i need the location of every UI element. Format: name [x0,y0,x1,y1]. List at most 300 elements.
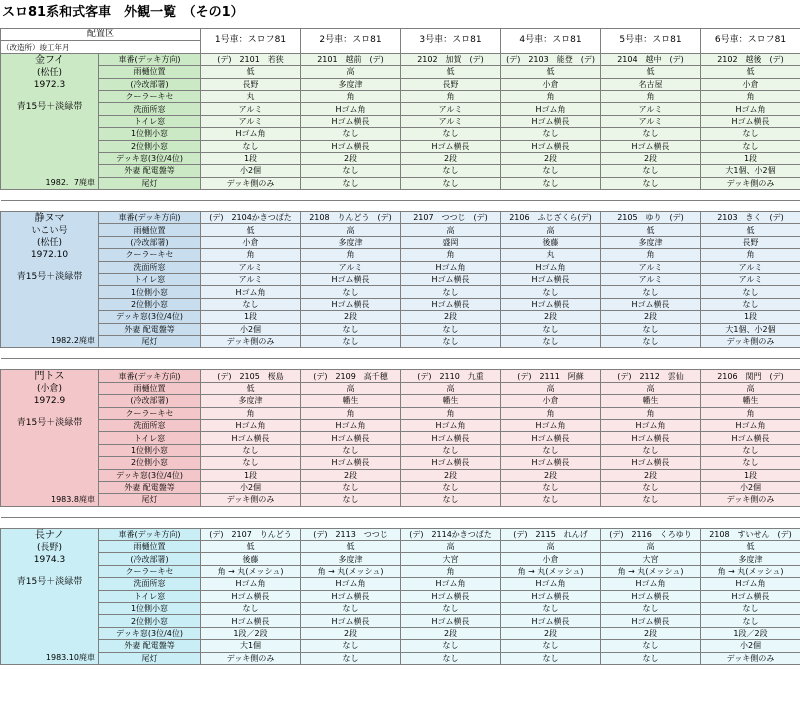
cell-value: 低 [601,66,701,78]
depot-line: 1972.10 [30,250,69,261]
cell-value: 2段 [601,311,701,323]
depot-info-2 [1,212,99,348]
cell-value: なし [401,165,501,177]
cell-value: Hゴム横長 [301,298,401,310]
cell-value: Hゴム横長 [401,274,501,286]
cell-value: 角 [201,407,301,419]
group-spacer [1,348,800,359]
cell-value: 低 [201,541,301,553]
row-label: 1位側小窓 [99,286,201,298]
depot-line: 1972.9 [33,396,66,407]
cell-value: なし [401,444,501,456]
cell-value: 低 [201,382,301,394]
depot-name: 門トス [34,371,65,383]
cell-value: 高 [701,382,800,394]
cell-value: 角 [301,249,401,261]
cell-value: (デ) 2114かきつばた [401,528,501,540]
cell-value: なし [701,128,800,140]
row-label: 尾灯 [99,177,201,189]
cell-value: 角 [201,249,301,261]
cell-value: 2108 りんどう (デ) [301,212,401,224]
row-label: 2位側小窓 [99,140,201,152]
table-row [1,212,800,224]
cell-value: 盛岡 [401,236,501,248]
cell-value: 長野 [701,236,800,248]
cell-value: 角 [701,407,800,419]
group-spacer [1,201,800,212]
row-label: 雨樋位置 [99,66,201,78]
row-label: 2位側小窓 [99,298,201,310]
car-header-1: 1号車：スロフ81 [201,29,301,54]
depot-name: 静ヌマ [34,213,65,225]
cell-value: 1段 [201,311,301,323]
cell-value: なし [201,140,301,152]
cell-value: 2108 すいせん (デ) [701,528,800,540]
cell-value: 大宮 [601,553,701,565]
cell-value: Hゴム横長 [301,590,401,602]
cell-value: Hゴム横長 [501,615,601,627]
cell-value: 1段 [201,152,301,164]
cell-value: なし [701,615,800,627]
cell-value: なし [401,652,501,664]
table-row [1,395,800,407]
row-label: 雨樋位置 [99,224,201,236]
row-label: クーラーキセ [99,565,201,577]
cell-value: Hゴム横長 [501,115,601,127]
cell-value: Hゴム横長 [601,457,701,469]
table-row [1,140,800,152]
cell-value: なし [601,652,701,664]
row-label: 洗面所窓 [99,419,201,431]
cell-value: 大1個 [201,640,301,652]
cell-value: アルミ [201,261,301,273]
retired-date: 1983.8廃車 [51,494,95,504]
cell-value: 角 [601,90,701,102]
cell-value: アルミ [601,115,701,127]
row-label: 車番(デッキ方向) [99,53,201,65]
cell-value: 2段 [401,152,501,164]
cell-value: Hゴム横長 [201,590,301,602]
row-label: (冷改部署) [99,553,201,565]
cell-value: Hゴム角 [201,578,301,590]
cell-value: なし [401,286,501,298]
cell-value: 低 [201,66,301,78]
depot-info-4 [1,528,99,664]
spacer-cell [1,506,800,517]
cell-value: デッキ側のみ [701,652,800,664]
cell-value: デッキ側のみ [701,335,800,347]
cell-value: 高 [601,382,701,394]
cell-value: アルミ [601,261,701,273]
table-row [1,115,800,127]
cell-value: Hゴム横長 [301,457,401,469]
cell-value: Hゴム角 [301,578,401,590]
table-row [1,286,800,298]
cell-value: 小2個 [201,165,301,177]
cell-value: Hゴム横長 [501,140,601,152]
cell-value: 2105 ゆり (デ) [601,212,701,224]
table-row [1,590,800,602]
cell-value: (デ) 2111 阿蘇 [501,370,601,382]
table-row [1,53,800,65]
cell-value: アルミ [601,103,701,115]
cell-value: 2101 越前 (デ) [301,53,401,65]
cell-value: Hゴム横長 [601,298,701,310]
cell-value: デッキ側のみ [701,177,800,189]
cell-value: デッキ側のみ [201,652,301,664]
cell-value: 2102 越後 (デ) [701,53,800,65]
cell-value: Hゴム横長 [301,140,401,152]
retired-date: 1983.10廃車 [45,652,95,662]
table-row [1,382,800,394]
row-label: 尾灯 [99,494,201,506]
table-row [1,236,800,248]
table-row [1,323,800,335]
cell-value: なし [501,494,601,506]
cell-value: 1段 [201,469,301,481]
cell-value: Hゴム角 [201,286,301,298]
cell-value: なし [501,286,601,298]
spacer-cell [1,201,800,212]
depot-line: (小倉) [36,384,63,395]
row-label: 外妻 配電盤等 [99,165,201,177]
row-label: 車番(デッキ方向) [99,212,201,224]
depot-line: 1974.3 [33,554,66,565]
cell-value: Hゴム角 [501,419,601,431]
cell-value: アルミ [601,274,701,286]
cell-value: (デ) 2105 桜島 [201,370,301,382]
cell-value: なし [701,603,800,615]
row-label: クーラーキセ [99,407,201,419]
cell-value: 小倉 [501,395,601,407]
cell-value: Hゴム角 [201,128,301,140]
cell-value: 2102 加賀 (デ) [401,53,501,65]
depot-line: (松任) [36,67,63,78]
cell-value: なし [401,640,501,652]
cell-value: Hゴム横長 [701,590,800,602]
gap [3,261,96,271]
cell-value: Hゴム角 [301,419,401,431]
cell-value: Hゴム横長 [401,590,501,602]
cell-value: 2段 [401,627,501,639]
cell-value: なし [301,444,401,456]
gap [3,91,96,101]
row-label: (冷改部署) [99,395,201,407]
cell-value: 角 [401,90,501,102]
cell-value: なし [301,335,401,347]
cell-value: 高 [501,382,601,394]
car-header-3: 3号車：スロ81 [401,29,501,54]
table-row [1,565,800,577]
row-label: 外妻 配電盤等 [99,323,201,335]
row-label: 雨樋位置 [99,382,201,394]
cell-value: 高 [401,224,501,236]
row-label: 1位側小窓 [99,128,201,140]
cell-value: Hゴム角 [401,261,501,273]
row-label: デッキ窓(3位/4位) [99,469,201,481]
table-row [1,66,800,78]
depot-line: (長野) [36,542,63,553]
cell-value: なし [301,481,401,493]
cell-value: 低 [701,224,800,236]
cell-value: なし [401,603,501,615]
cell-value: 大宮 [401,553,501,565]
cell-value: なし [601,323,701,335]
cell-value: 角 [301,90,401,102]
depot-line: 青15号＋淡緑帯 [16,101,83,112]
cell-value: なし [601,494,701,506]
cell-value: なし [701,298,800,310]
cell-value: 2段 [601,152,701,164]
cell-value: デッキ側のみ [701,494,800,506]
cell-value: デッキ側のみ [201,335,301,347]
cell-value: Hゴム角 [501,261,601,273]
cell-value: 高 [601,541,701,553]
cell-value: なし [601,603,701,615]
cell-value: 角 [701,249,800,261]
cell-value: 大1個、小2個 [701,165,800,177]
table-row [1,298,800,310]
group-spacer [1,190,800,201]
cell-value: 1段／2段 [701,627,800,639]
table-row [1,103,800,115]
cell-value: なし [501,177,601,189]
cell-value: 2段 [501,469,601,481]
cell-value: 角 [501,90,601,102]
row-label: 洗面所窓 [99,103,201,115]
cell-value: Hゴム横長 [301,615,401,627]
depot-header: 配置区 [1,29,201,41]
cell-value: 2104 越中 (デ) [601,53,701,65]
cell-value: アルミ [701,261,800,273]
cell-value: なし [401,177,501,189]
cell-value: 後藤 [501,236,601,248]
row-label: クーラーキセ [99,90,201,102]
car-appearance-table [0,28,800,665]
cell-value: 角 [401,249,501,261]
cell-value: Hゴム横長 [501,457,601,469]
cell-value: なし [601,335,701,347]
cell-value: (デ) 2107 りんどう [201,528,301,540]
row-label: 外妻 配電盤等 [99,481,201,493]
cell-value: 小倉 [501,553,601,565]
row-label: トイレ窓 [99,432,201,444]
cell-value: 2段 [501,311,601,323]
cell-value: なし [501,640,601,652]
cell-value: なし [701,457,800,469]
cell-value: なし [201,444,301,456]
cell-value: なし [301,177,401,189]
retired-date: 1982．7廃車 [45,178,95,188]
cell-value: なし [501,165,601,177]
cell-value: 小2個 [701,640,800,652]
cell-value: なし [301,640,401,652]
row-label: クーラーキセ [99,249,201,261]
cell-value: なし [501,128,601,140]
cell-value: 長野 [401,78,501,90]
table-row [1,640,800,652]
table-row [1,224,800,236]
table-row [1,615,800,627]
row-label: (冷改部署) [99,236,201,248]
cell-value: 角 → 丸(メッシュ) [301,565,401,577]
cell-value: 1段 [701,311,800,323]
row-label: デッキ窓(3位/4位) [99,152,201,164]
cell-value: なし [301,165,401,177]
cell-value: 高 [501,541,601,553]
group-spacer [1,506,800,517]
cell-value: 低 [601,224,701,236]
cell-value: 2106 ふじざくら(デ) [501,212,601,224]
row-label: 車番(デッキ方向) [99,370,201,382]
cell-value: なし [601,165,701,177]
cell-value: なし [301,286,401,298]
cell-value: (デ) 2115 れんげ [501,528,601,540]
cell-value: なし [501,323,601,335]
cell-value: 高 [401,541,501,553]
cell-value: 小2個 [201,481,301,493]
table-row [1,553,800,565]
cell-value: アルミ [301,261,401,273]
cell-value: 多度津 [601,236,701,248]
cell-value: Hゴム角 [301,103,401,115]
cell-value: 多度津 [301,236,401,248]
cell-value: 2段 [301,152,401,164]
table-row [1,432,800,444]
cell-value: 2段 [301,627,401,639]
table-row [1,528,800,540]
depot-name: 長ナノ [34,529,65,541]
gap [3,566,96,576]
depot-name: 金フイ [34,54,65,66]
cell-value: 高 [301,224,401,236]
group-spacer [1,517,800,528]
table-row [1,494,800,506]
table-row [1,78,800,90]
cell-value: なし [601,128,701,140]
cell-value: Hゴム横長 [301,432,401,444]
depot-line: 青15号＋淡緑帯 [16,418,83,429]
cell-value: デッキ側のみ [201,494,301,506]
table-row [1,335,800,347]
table-row [1,249,800,261]
table-row [1,407,800,419]
cell-value: アルミ [401,103,501,115]
cell-value: 角 [601,407,701,419]
retired-date: 1982.2廃車 [51,336,95,346]
cell-value: 角 [701,90,800,102]
table-row [1,469,800,481]
cell-value: Hゴム横長 [601,590,701,602]
cell-value: 2段 [401,311,501,323]
depot-line: 青15号＋淡緑帯 [16,576,83,587]
cell-value: なし [401,128,501,140]
cell-value: なし [301,323,401,335]
cell-value: 2段 [601,469,701,481]
header-row [1,29,800,41]
cell-value: なし [601,286,701,298]
cell-value: 小2個 [201,323,301,335]
cell-value: 角 [401,407,501,419]
cell-value: Hゴム角 [501,578,601,590]
cell-value: 2段 [601,627,701,639]
works-date-header: （改造所）竣工年月 [1,41,201,53]
cell-value: なし [301,494,401,506]
cell-value: (デ) 2116 くろゆり [601,528,701,540]
row-label: トイレ窓 [99,274,201,286]
spacer-cell [1,359,800,370]
cell-value: Hゴム横長 [201,615,301,627]
cell-value: (デ) 2103 能登 (デ) [501,53,601,65]
car-header-6: 6号車：スロフ81 [701,29,800,54]
cell-value: Hゴム横長 [601,140,701,152]
row-label: 洗面所窓 [99,261,201,273]
cell-value: 低 [501,66,601,78]
table-row [1,128,800,140]
cell-value: アルミ [201,115,301,127]
depot-line: いこい号 [31,226,68,237]
cell-value: 多度津 [301,78,401,90]
cell-value: なし [501,652,601,664]
depot-info-1 [1,53,99,189]
cell-value: Hゴム横長 [301,274,401,286]
cell-value: 角 → 丸(メッシュ) [501,565,601,577]
table-row [1,457,800,469]
cell-value: 2106 関門 (デ) [701,370,800,382]
cell-value: Hゴム横長 [401,298,501,310]
cell-value: Hゴム横長 [501,590,601,602]
cell-value: Hゴム横長 [701,115,800,127]
car-header-5: 5号車：スロ81 [601,29,701,54]
row-label: 1位側小窓 [99,444,201,456]
table-row [1,311,800,323]
cell-value: Hゴム横長 [601,615,701,627]
depot-line: 1972.3 [33,79,66,90]
table-row [1,177,800,189]
table-row [1,652,800,664]
cell-value: Hゴム角 [701,419,800,431]
table-row [1,603,800,615]
row-label: 尾灯 [99,652,201,664]
cell-value: Hゴム角 [701,578,800,590]
row-label: トイレ窓 [99,590,201,602]
cell-value: 大1個、小2個 [701,323,800,335]
cell-value: なし [401,335,501,347]
cell-value: 小2個 [701,481,800,493]
cell-value: なし [701,286,800,298]
cell-value: 低 [201,224,301,236]
cell-value: なし [301,652,401,664]
row-label: トイレ窓 [99,115,201,127]
cell-value: Hゴム横長 [201,432,301,444]
cell-value: 高 [401,382,501,394]
spacer-cell [1,517,800,528]
cell-value: Hゴム横長 [401,615,501,627]
cell-value: 2段 [301,311,401,323]
cell-value: 幡生 [301,395,401,407]
cell-value: なし [601,640,701,652]
row-label: デッキ窓(3位/4位) [99,627,201,639]
cell-value: 角 [401,565,501,577]
row-label: 2位側小窓 [99,615,201,627]
cell-value: 低 [401,66,501,78]
spacer-cell [1,190,800,201]
cell-value: Hゴム角 [501,103,601,115]
cell-value: Hゴム横長 [401,432,501,444]
cell-value: なし [601,444,701,456]
cell-value: アルミ [701,274,800,286]
row-label: 雨樋位置 [99,541,201,553]
